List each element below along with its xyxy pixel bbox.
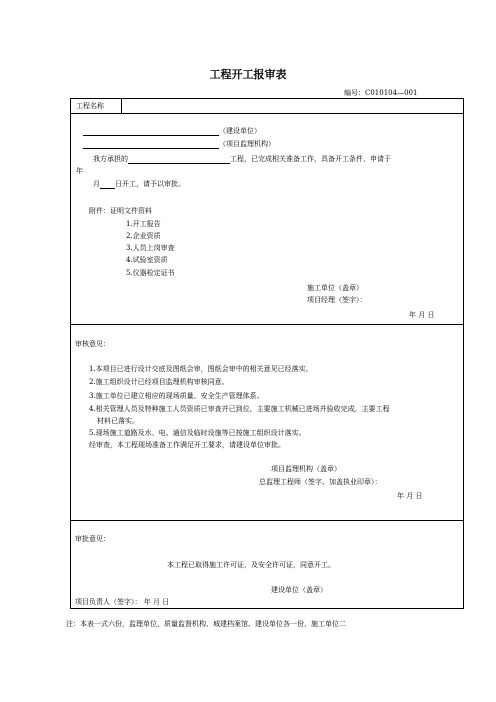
footnote: 注：本表一式六份，监理单位、质量监督机构、城建档案馆、建设单位各一份，施工单位二 bbox=[66, 620, 346, 628]
form-title: 工程开工报审表 bbox=[209, 68, 287, 81]
review-item: 2.施工组织设计已经项目监理机构审核同意。 bbox=[89, 378, 229, 386]
supervisor-line: （项目监理机构） bbox=[83, 140, 275, 149]
application-date-line: 月 日开工，请予以审批。 bbox=[93, 180, 185, 188]
project-leader-sign-label: 项目负责人（签字）： 年 月 日 bbox=[75, 598, 170, 606]
attachment-item: 2.企业资质 bbox=[126, 232, 161, 240]
application-year: 年 bbox=[76, 167, 83, 175]
builder-line: （建设单位） bbox=[83, 127, 261, 136]
review-item: 1.本项目已进行设计交底及图纸会审，图纸会审中的相关意见已经落实。 bbox=[89, 365, 313, 373]
approval-heading: 审批意见： bbox=[75, 535, 110, 543]
approval-opinion: 本工程已取得施工许可证，及安全许可证，同意开工。 bbox=[167, 561, 335, 569]
review-item: 5.现场施工道路及水、电、通信及临时设施等已按施工组织设计落实。 bbox=[89, 429, 306, 437]
day-blank[interactable] bbox=[100, 180, 115, 189]
review-date: 年 月 日 bbox=[397, 492, 423, 500]
attachment-item: 4.试验室资质 bbox=[126, 256, 168, 264]
project-name-field[interactable] bbox=[127, 101, 457, 111]
application-sentence: 我方承担的 工程，已完成相关准备工作，具备开工条件，申请于 bbox=[93, 155, 391, 163]
project-manager-sign-label: 项目经理（签字）： bbox=[307, 296, 367, 304]
project-blank[interactable] bbox=[128, 155, 230, 164]
application-date: 年 月 日 bbox=[409, 311, 435, 319]
approval-form bbox=[70, 98, 464, 609]
attachment-item: 3.人员上岗审查 bbox=[126, 244, 175, 252]
contractor-seal-label: 施工单位（盖章） bbox=[307, 284, 363, 292]
project-name-label: 工程名称 bbox=[76, 102, 104, 110]
attachment-item: 1.开工报告 bbox=[126, 220, 161, 228]
row-divider-1 bbox=[71, 113, 463, 114]
supervisor-seal-label: 项目监理机构（盖章） bbox=[271, 465, 341, 473]
attachment-item: 5.仪器检定证书 bbox=[126, 269, 175, 277]
row-divider-3 bbox=[71, 520, 463, 521]
review-item: 材料已落实。 bbox=[97, 417, 139, 425]
builder-seal-label: 建设单位（盖章） bbox=[271, 586, 327, 594]
document-number: 编号：C010104—001 bbox=[344, 89, 418, 97]
builder-blank[interactable] bbox=[83, 127, 219, 136]
project-name-divider bbox=[121, 99, 122, 113]
review-heading: 审核意见： bbox=[75, 340, 110, 348]
attachments-label: 附件：证明文件资料 bbox=[89, 207, 152, 215]
supervisor-blank[interactable] bbox=[83, 140, 219, 149]
row-divider-2 bbox=[71, 324, 463, 325]
chief-engineer-sign-label: 总监理工程师（签字、加盖执业印章）： bbox=[259, 478, 382, 486]
review-conclusion: 经审查，本工程现场准备工作满足开工要求，请建设单位审批。 bbox=[89, 441, 285, 449]
review-item: 4.相关管理人员及特种施工人员资质已审查并已到位，主要施工机械已进场并验收完成，主要工程 bbox=[89, 405, 390, 413]
review-item: 3.施工单位已建立相应的现场质量、安全生产管理体系。 bbox=[89, 392, 264, 400]
